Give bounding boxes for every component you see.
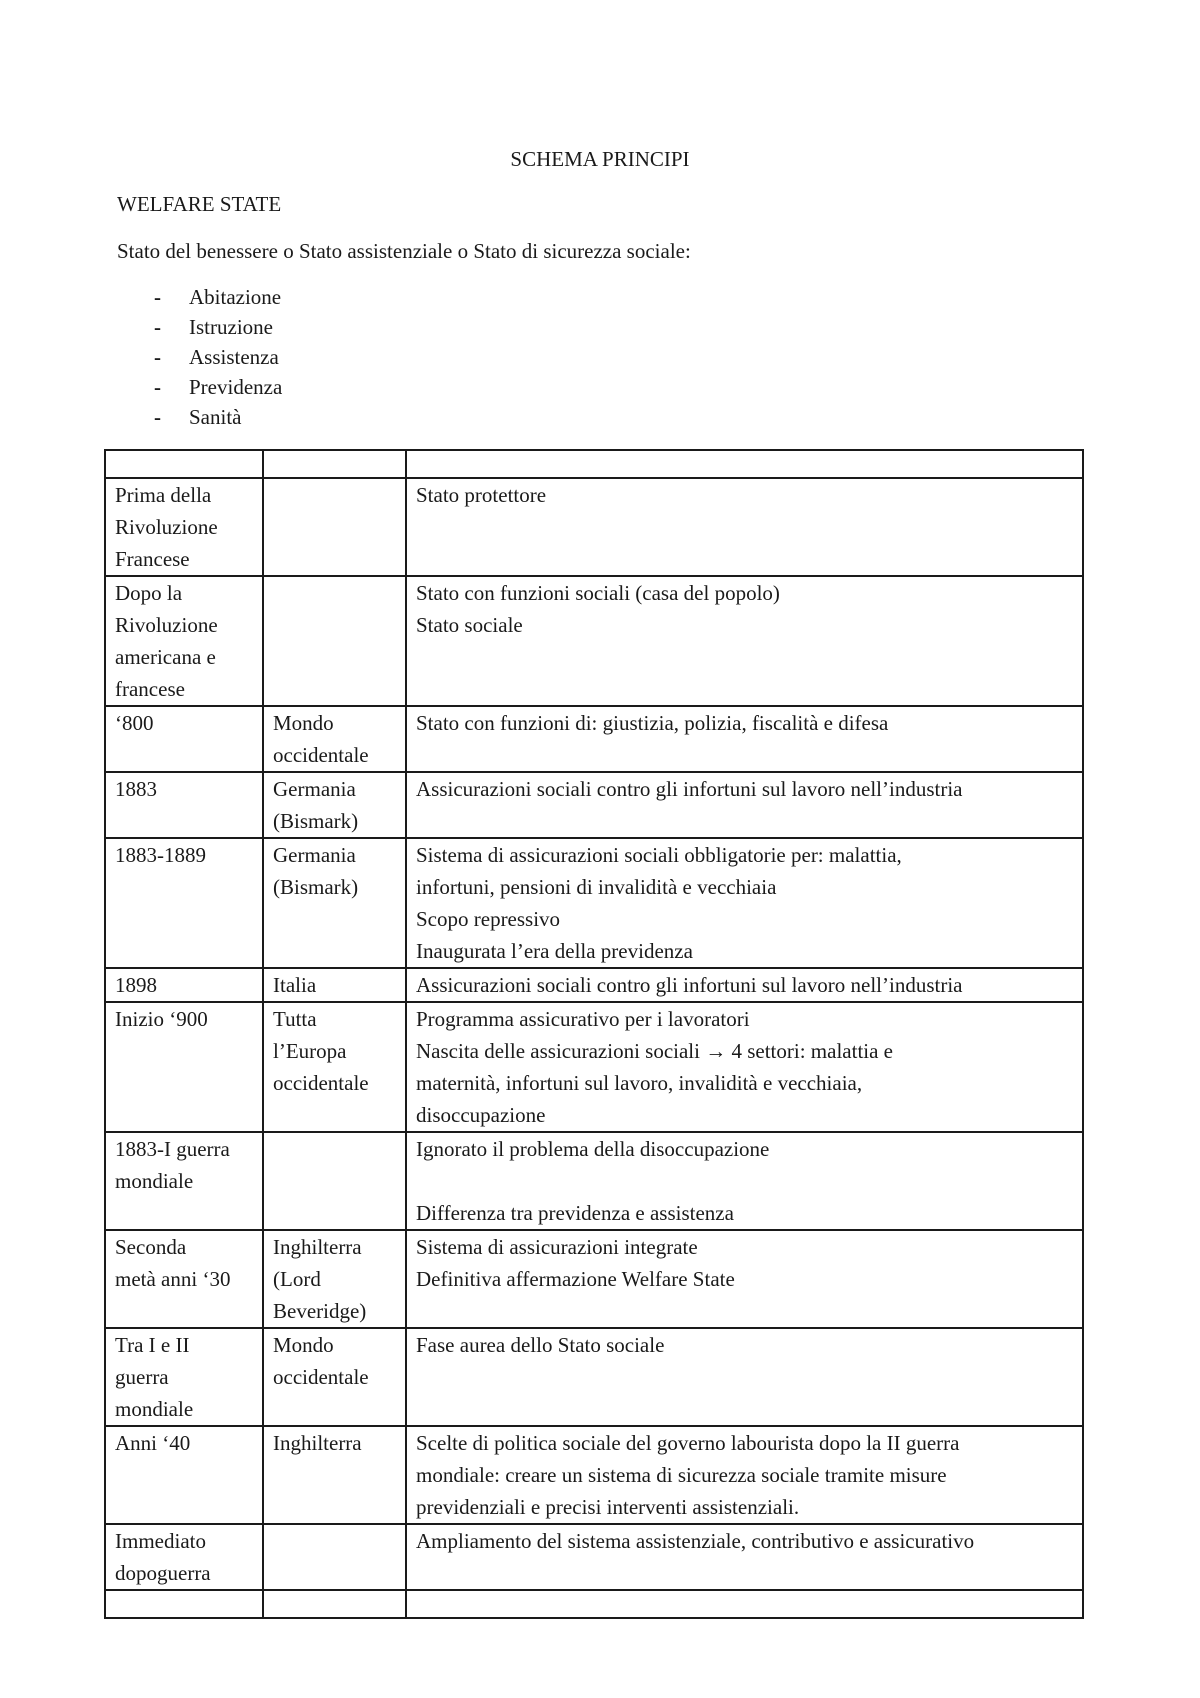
place-cell	[263, 478, 406, 576]
description-cell	[406, 1590, 1083, 1618]
cell-line: previdenziali e precisi interventi assistenziali.	[416, 1495, 800, 1519]
cell-line: metà anni ‘30	[115, 1267, 231, 1291]
cell-line: infortuni, pensioni di invalidità e vecchiaia	[416, 875, 777, 899]
list-item	[117, 282, 282, 312]
cell-line: Dopo la	[115, 581, 183, 605]
cell-line: Stato sociale	[416, 613, 523, 637]
place-cell	[263, 1524, 406, 1590]
cell-line: mondiale: creare un sistema di sicurezza sociale tramite misure	[416, 1463, 947, 1487]
description-cell	[406, 838, 1083, 968]
cell-line: Ampliamento del sistema assistenziale, contributivo e assicurativo	[416, 1529, 975, 1553]
cell-line: mondiale	[115, 1169, 194, 1193]
period-cell	[105, 478, 263, 576]
cell-line: Italia	[273, 973, 317, 997]
place-cell	[263, 450, 406, 478]
cell-line: 1883-I guerra	[115, 1137, 230, 1161]
description-cell	[406, 1132, 1083, 1230]
place-cell	[263, 1002, 406, 1132]
cell-line: dopoguerra	[115, 1561, 211, 1585]
period-cell	[105, 1590, 263, 1618]
cell-line: (Bismark)	[273, 809, 359, 833]
bullet-text: Previdenza	[189, 375, 283, 399]
cell-line: americana e	[115, 645, 216, 669]
cell-line: 1898	[115, 973, 157, 997]
bullet-text: Sanità	[189, 405, 242, 429]
period-cell	[105, 968, 263, 1002]
bullet-dash: -	[154, 315, 161, 339]
description-cell	[406, 1328, 1083, 1426]
list-item	[117, 402, 282, 432]
cell-line: Rivoluzione	[115, 515, 218, 539]
cell-line: Definitiva affermazione Welfare State	[416, 1267, 735, 1291]
cell-line: Francese	[115, 547, 190, 571]
bullet-dash: -	[154, 375, 161, 399]
place-cell	[263, 1328, 406, 1426]
cell-line: (Lord	[273, 1267, 321, 1291]
intro-paragraph: Stato del benessere o Stato assistenziale o Stato di sicurezza sociale:	[117, 239, 691, 263]
bullet-dash: -	[154, 285, 161, 309]
period-cell	[105, 1132, 263, 1230]
period-cell	[105, 1002, 263, 1132]
table-row	[105, 968, 1083, 1002]
cell-line: Beveridge)	[273, 1299, 367, 1323]
place-cell	[263, 968, 406, 1002]
cell-line: Nascita delle assicurazioni sociali → 4 settori: malattia e	[416, 1039, 894, 1063]
description-cell	[406, 1524, 1083, 1590]
description-cell	[406, 450, 1083, 478]
cell-line: maternità, infortuni sul lavoro, invalidità e vecchiaia,	[416, 1071, 863, 1095]
bullet-dash: -	[154, 345, 161, 369]
cell-line: Germania	[273, 843, 356, 867]
cell-line: Inghilterra	[273, 1431, 362, 1455]
section-heading: WELFARE STATE	[117, 192, 282, 216]
cell-line: occidentale	[273, 1071, 369, 1095]
description-cell	[406, 1426, 1083, 1524]
description-cell	[406, 478, 1083, 576]
cell-line: Tra I e II	[115, 1333, 190, 1357]
period-cell	[105, 1524, 263, 1590]
period-cell	[105, 1328, 263, 1426]
list-item	[117, 342, 282, 372]
list-item	[117, 372, 282, 402]
table-row	[105, 706, 1083, 772]
document-title: SCHEMA PRINCIPI	[510, 147, 690, 171]
cell-line: Programma assicurativo per i lavoratori	[416, 1007, 750, 1031]
cell-line: francese	[115, 677, 185, 701]
welfare-timeline-table	[104, 449, 1084, 1619]
description-cell	[406, 1002, 1083, 1132]
description-cell	[406, 1230, 1083, 1328]
cell-line: disoccupazione	[416, 1103, 546, 1127]
cell-line: Scelte di politica sociale del governo labourista dopo la II guerra	[416, 1431, 960, 1455]
cell-line: ‘800	[115, 711, 154, 735]
cell-line: Rivoluzione	[115, 613, 218, 637]
cell-line: mondiale	[115, 1397, 194, 1421]
place-cell	[263, 1132, 406, 1230]
bullet-dash: -	[154, 405, 161, 429]
cell-line: 1883	[115, 777, 157, 801]
period-cell	[105, 772, 263, 838]
table-row	[105, 478, 1083, 576]
description-cell	[406, 706, 1083, 772]
table-row	[105, 1230, 1083, 1328]
period-cell	[105, 1230, 263, 1328]
list-item	[117, 312, 282, 342]
place-cell	[263, 1590, 406, 1618]
cell-line: Stato con funzioni di: giustizia, polizia, fiscalità e difesa	[416, 711, 889, 735]
description-cell	[406, 968, 1083, 1002]
table-row	[105, 838, 1083, 968]
cell-line: Mondo	[273, 1333, 334, 1357]
cell-line: Differenza tra previdenza e assistenza	[416, 1201, 734, 1225]
period-cell	[105, 450, 263, 478]
description-cell	[406, 772, 1083, 838]
cell-line: Stato con funzioni sociali (casa del popolo)	[416, 581, 780, 605]
place-cell	[263, 1230, 406, 1328]
cell-line: Sistema di assicurazioni sociali obbligatorie per: malattia,	[416, 843, 902, 867]
table-row	[105, 1328, 1083, 1426]
table-row	[105, 450, 1083, 478]
description-cell	[406, 576, 1083, 706]
bullet-text: Istruzione	[189, 315, 273, 339]
table-row	[105, 1590, 1083, 1618]
place-cell	[263, 772, 406, 838]
cell-line: Mondo	[273, 711, 334, 735]
cell-line: Ignorato il problema della disoccupazione	[416, 1137, 770, 1161]
cell-line	[416, 1165, 1074, 1197]
table-row	[105, 576, 1083, 706]
cell-line: Scopo repressivo	[416, 907, 561, 931]
cell-line: Germania	[273, 777, 356, 801]
cell-line: Assicurazioni sociali contro gli infortuni sul lavoro nell’industria	[416, 973, 963, 997]
cell-line: (Bismark)	[273, 875, 359, 899]
bullet-text: Abitazione	[189, 285, 282, 309]
table-row	[105, 1002, 1083, 1132]
bullet-text: Assistenza	[189, 345, 279, 369]
cell-line: Fase aurea dello Stato sociale	[416, 1333, 665, 1357]
cell-line: Anni ‘40	[115, 1431, 191, 1455]
bullet-list	[117, 282, 282, 432]
period-cell	[105, 838, 263, 968]
table-row	[105, 772, 1083, 838]
cell-line: Stato protettore	[416, 483, 547, 507]
cell-line: Inaugurata l’era della previdenza	[416, 939, 693, 963]
cell-line: Seconda	[115, 1235, 187, 1259]
place-cell	[263, 1426, 406, 1524]
cell-line: l’Europa	[273, 1039, 347, 1063]
period-cell	[105, 706, 263, 772]
cell-line: occidentale	[273, 1365, 369, 1389]
place-cell	[263, 576, 406, 706]
cell-line: Immediato	[115, 1529, 206, 1553]
cell-line: guerra	[115, 1365, 169, 1389]
period-cell	[105, 1426, 263, 1524]
cell-line: Tutta	[273, 1007, 317, 1031]
cell-line: Prima della	[115, 483, 212, 507]
place-cell	[263, 838, 406, 968]
cell-line: Inghilterra	[273, 1235, 362, 1259]
cell-line: 1883-1889	[115, 843, 206, 867]
cell-line: occidentale	[273, 743, 369, 767]
place-cell	[263, 706, 406, 772]
table-row	[105, 1132, 1083, 1230]
table-row	[105, 1524, 1083, 1590]
cell-line: Assicurazioni sociali contro gli infortuni sul lavoro nell’industria	[416, 777, 963, 801]
cell-line: Inizio ‘900	[115, 1007, 208, 1031]
cell-line: Sistema di assicurazioni integrate	[416, 1235, 698, 1259]
table-row	[105, 1426, 1083, 1524]
period-cell	[105, 576, 263, 706]
